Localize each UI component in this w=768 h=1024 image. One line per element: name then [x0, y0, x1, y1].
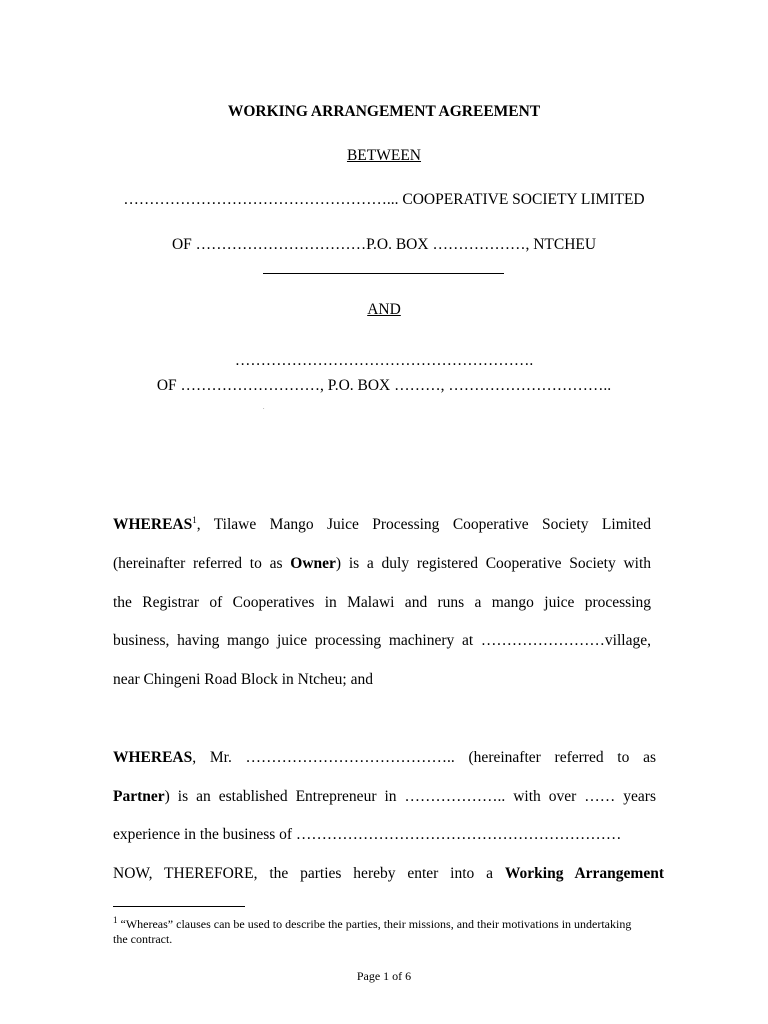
party2-name-line: …………………………………………………. [234, 352, 534, 369]
owner-term: Owner [290, 555, 336, 572]
whereas1-line2 [113, 554, 651, 573]
working-arrangement-term: Working Arrangement [504, 865, 664, 882]
whereas2-line3: experience in the business of ……………………………………………………… [113, 826, 622, 843]
footnote-marker: 1 [113, 915, 118, 925]
party1-address-line: OF ……………………………P.O. BOX ………………, NTCHEU [171, 236, 597, 253]
whereas1-line1 [113, 515, 651, 534]
whereas2-line1 [113, 748, 656, 767]
now-therefore-line [113, 864, 664, 883]
whereas1-line5: near Chingeni Road Block in Ntcheu; and [113, 671, 373, 688]
and-heading: AND [367, 301, 401, 318]
whereas1-line2-text-a: (hereinafter referred to as [113, 555, 291, 572]
now-therefore-text: NOW, THEREFORE, the parties hereby enter into a [113, 865, 505, 882]
partner-term: Partner [113, 788, 165, 805]
document-title: WORKING ARRANGEMENT AGREEMENT [227, 103, 541, 120]
whereas2-line2 [113, 787, 656, 806]
footnote-line1 [113, 917, 658, 932]
whereas1-line2-text-b: ) is a duly registered Cooperative Society with [335, 555, 652, 572]
whereas1-line4: business, having mango juice processing machinery at ……………………village, [113, 632, 651, 649]
whereas2-line2-text: ) is an established Entrepreneur in ……………….. with over …… years [164, 788, 656, 805]
footnote-separator [113, 906, 245, 907]
separator-rule [263, 273, 504, 274]
party1-name-line: ……………………………………………... COOPERATIVE SOCIETY LIMITED [123, 191, 645, 208]
footnote-text-1: “Whereas” clauses can be used to describe the parties, their missions, and their motivations in undertaking [117, 917, 632, 931]
page-number: Page 1 of 6 [356, 969, 412, 983]
whereas2-lead: WHEREAS [113, 749, 193, 766]
stray-dot: . [263, 405, 265, 411]
whereas1-lead: WHEREAS [113, 516, 193, 533]
whereas2-line1-text: , Mr. ………………………………….. (hereinafter referred to as [192, 749, 656, 766]
footnote-ref: 1 [192, 514, 197, 525]
party2-address-line: OF ………………………, P.O. BOX ………, ………………………….. [156, 377, 612, 394]
footnote-line2: the contract. [113, 932, 173, 946]
between-heading: BETWEEN [346, 147, 422, 164]
whereas1-line3: the Registrar of Cooperatives in Malawi and runs a mango juice processing [113, 594, 651, 611]
whereas1-line1-text: , Tilawe Mango Juice Processing Cooperative Society Limited [196, 516, 651, 533]
